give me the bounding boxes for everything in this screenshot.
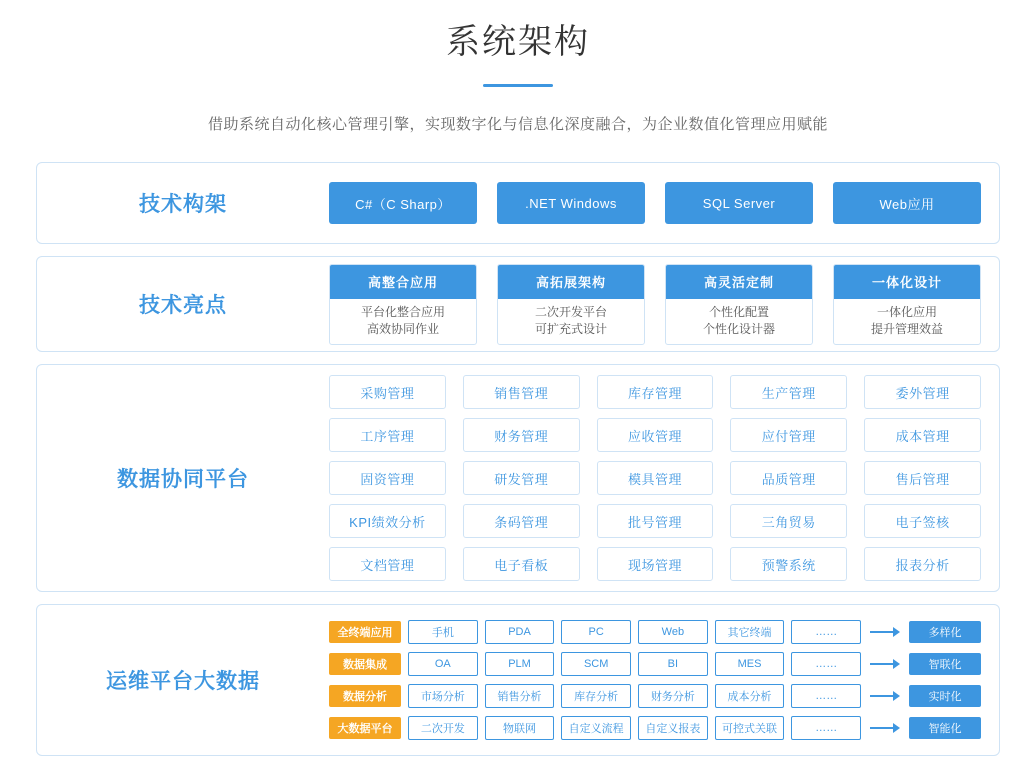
module-chip[interactable]: 固资管理 — [329, 461, 446, 495]
highlight-card-title: 高拓展架构 — [498, 265, 644, 299]
bigdata-cell[interactable]: PLM — [485, 652, 555, 676]
highlight-card-line: 可扩充式设计 — [534, 321, 607, 336]
bigdata-cell[interactable]: PC — [561, 620, 631, 644]
section-body-data-platform — [329, 361, 999, 595]
bigdata-result[interactable]: 智能化 — [909, 717, 981, 739]
page-header — [0, 0, 1036, 134]
bigdata-result[interactable]: 多样化 — [909, 621, 981, 643]
highlight-card-title: 高灵活定制 — [666, 265, 812, 299]
page-title: 系统架构 — [446, 23, 590, 61]
bigdata-grid — [329, 620, 981, 740]
highlight-card-body — [834, 299, 980, 344]
bigdata-cell[interactable]: BI — [638, 652, 708, 676]
section-tech-stack — [36, 162, 1000, 244]
arrow-right-icon — [868, 690, 902, 702]
highlight-card-line: 平台化整合应用 — [360, 304, 445, 319]
bigdata-cell[interactable]: PDA — [485, 620, 555, 644]
module-row — [329, 461, 981, 495]
highlight-card-body — [498, 299, 644, 344]
bigdata-result[interactable]: 智联化 — [909, 653, 981, 675]
module-chip[interactable]: 库存管理 — [597, 375, 714, 409]
module-chip[interactable]: KPI绩效分析 — [329, 504, 446, 538]
module-chip[interactable]: 销售管理 — [463, 375, 580, 409]
tech-chip[interactable]: Web应用 — [833, 182, 981, 224]
highlight-card-row — [329, 264, 981, 345]
highlight-card-body — [330, 299, 476, 344]
module-chip[interactable]: 文档管理 — [329, 547, 446, 581]
module-chip[interactable]: 财务管理 — [463, 418, 580, 452]
highlight-card-line: 一体化应用 — [876, 304, 937, 319]
arrow-right-icon — [868, 722, 902, 734]
section-label-bigdata: 运维平台大数据 — [106, 670, 260, 693]
highlight-card-line: 提升管理效益 — [870, 321, 943, 336]
bigdata-row — [329, 716, 981, 740]
module-row — [329, 547, 981, 581]
module-chip[interactable]: 研发管理 — [463, 461, 580, 495]
module-chip[interactable]: 应付管理 — [730, 418, 847, 452]
bigdata-cell[interactable]: 可控式关联 — [715, 716, 785, 740]
highlight-card-line: 个性化设计器 — [702, 321, 775, 336]
bigdata-cell[interactable]: OA — [408, 652, 478, 676]
bigdata-cell[interactable]: 物联网 — [485, 716, 555, 740]
module-chip[interactable]: 生产管理 — [730, 375, 847, 409]
module-chip[interactable]: 售后管理 — [864, 461, 981, 495]
tech-chip[interactable]: C#（C Sharp） — [329, 182, 477, 224]
arrow-right-icon — [868, 658, 902, 670]
module-chip[interactable]: 三角贸易 — [730, 504, 847, 538]
bigdata-cell[interactable]: 财务分析 — [638, 684, 708, 708]
module-chip[interactable]: 批号管理 — [597, 504, 714, 538]
bigdata-row-lead[interactable]: 大数据平台 — [329, 717, 401, 739]
bigdata-cell[interactable]: 成本分析 — [715, 684, 785, 708]
bigdata-cell[interactable]: …… — [791, 684, 861, 708]
bigdata-row — [329, 620, 981, 644]
module-chip[interactable]: 电子看板 — [463, 547, 580, 581]
highlight-card-body — [666, 299, 812, 344]
bigdata-row — [329, 684, 981, 708]
bigdata-row — [329, 652, 981, 676]
bigdata-cell[interactable]: …… — [791, 620, 861, 644]
section-bigdata — [36, 604, 1000, 756]
bigdata-cell[interactable]: 手机 — [408, 620, 478, 644]
module-chip[interactable]: 现场管理 — [597, 547, 714, 581]
bigdata-cell[interactable]: MES — [715, 652, 785, 676]
page-subtitle: 借助系统自动化核心管理引擎，实现数字化与信息化深度融合，为企业数值化管理应用赋能 — [207, 116, 828, 133]
bigdata-cell[interactable]: 库存分析 — [561, 684, 631, 708]
module-row — [329, 418, 981, 452]
highlight-card[interactable] — [329, 264, 477, 345]
tech-chip-row — [329, 182, 981, 224]
section-label-highlights: 技术亮点 — [139, 294, 227, 317]
highlight-card-line: 高效协同作业 — [366, 321, 439, 336]
bigdata-cell[interactable]: 销售分析 — [485, 684, 555, 708]
arrow-right-icon — [868, 626, 902, 638]
highlight-card[interactable] — [665, 264, 813, 345]
bigdata-cell[interactable]: …… — [791, 716, 861, 740]
bigdata-cell[interactable]: 自定义流程 — [561, 716, 631, 740]
bigdata-cell[interactable]: 自定义报表 — [638, 716, 708, 740]
bigdata-row-lead[interactable]: 数据集成 — [329, 653, 401, 675]
bigdata-cell[interactable]: SCM — [561, 652, 631, 676]
section-data-platform — [36, 364, 1000, 592]
highlight-card-line: 二次开发平台 — [534, 304, 607, 319]
module-chip[interactable]: 报表分析 — [864, 547, 981, 581]
section-label-tech-stack: 技术构架 — [139, 193, 227, 216]
module-chip[interactable]: 工序管理 — [329, 418, 446, 452]
module-grid — [329, 375, 981, 581]
module-chip[interactable]: 模具管理 — [597, 461, 714, 495]
bigdata-cell[interactable]: …… — [791, 652, 861, 676]
module-chip[interactable]: 应收管理 — [597, 418, 714, 452]
section-label-data-platform: 数据协同平台 — [117, 468, 249, 491]
bigdata-cell[interactable]: Web — [638, 620, 708, 644]
highlight-card-title: 高整合应用 — [330, 265, 476, 299]
highlight-card[interactable] — [497, 264, 645, 345]
highlight-card-title: 一体化设计 — [834, 265, 980, 299]
module-row — [329, 504, 981, 538]
highlight-card[interactable] — [833, 264, 981, 345]
module-chip[interactable]: 预警系统 — [730, 547, 847, 581]
section-body-bigdata — [329, 606, 999, 754]
bigdata-result[interactable]: 实时化 — [909, 685, 981, 707]
bigdata-cell[interactable]: 其它终端 — [715, 620, 785, 644]
bigdata-cell[interactable]: 市场分析 — [408, 684, 478, 708]
module-chip[interactable]: 品质管理 — [730, 461, 847, 495]
bigdata-row-lead[interactable]: 全终端应用 — [329, 621, 401, 643]
module-row — [329, 375, 981, 409]
section-highlights — [36, 256, 1000, 352]
tech-chip[interactable]: .NET Windows — [497, 182, 645, 224]
section-body-highlights — [329, 250, 999, 359]
module-chip[interactable]: 采购管理 — [329, 375, 446, 409]
module-chip[interactable]: 电子签核 — [864, 504, 981, 538]
section-body-tech-stack — [329, 168, 999, 238]
module-chip[interactable]: 条码管理 — [463, 504, 580, 538]
tech-chip[interactable]: SQL Server — [665, 182, 813, 224]
sections-container — [36, 162, 1000, 756]
bigdata-row-lead[interactable]: 数据分析 — [329, 685, 401, 707]
bigdata-cell[interactable]: 二次开发 — [408, 716, 478, 740]
module-chip[interactable]: 成本管理 — [864, 418, 981, 452]
module-chip[interactable]: 委外管理 — [864, 375, 981, 409]
title-underline — [483, 84, 553, 87]
highlight-card-line: 个性化配置 — [708, 304, 769, 319]
